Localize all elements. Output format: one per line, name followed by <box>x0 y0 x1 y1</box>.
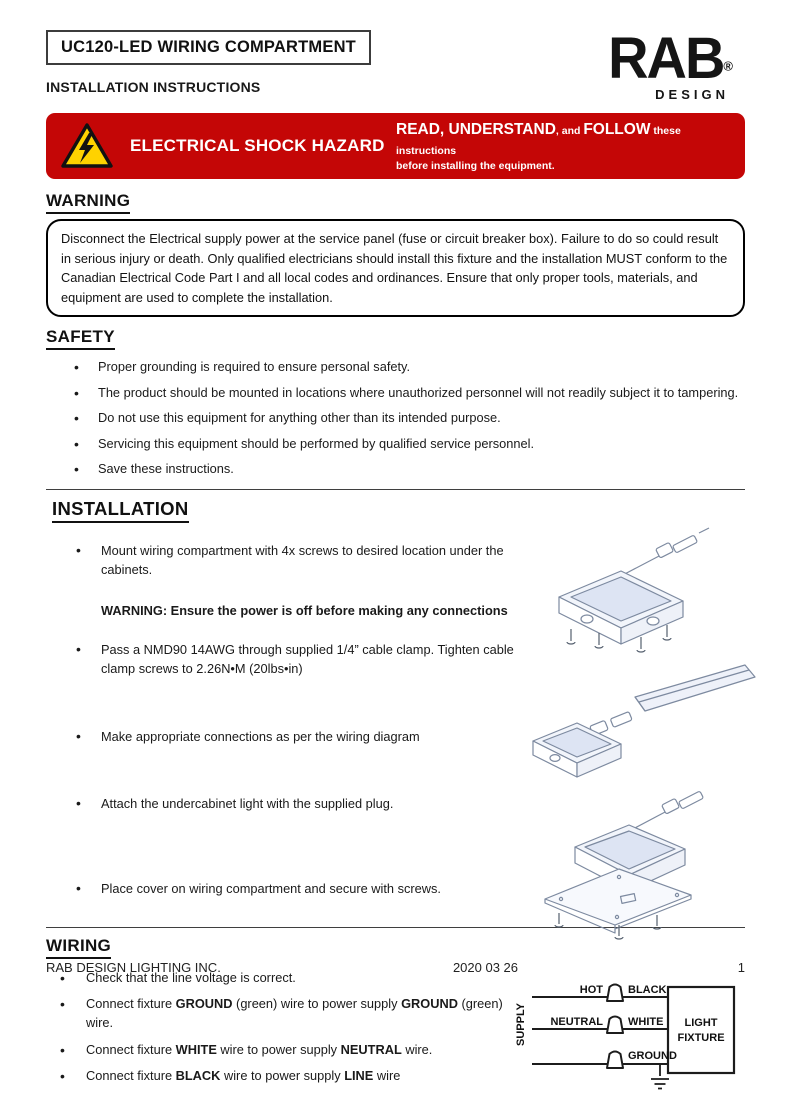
ground-label: GROUND <box>628 1049 677 1062</box>
white-label: WHITE <box>628 1015 664 1028</box>
safety-heading: SAFETY <box>46 327 115 350</box>
diagram-place-cover <box>515 787 763 939</box>
list-item: • Pass a NMD90 14AWG through supplied 1/4” cable clamp. Tighten cable clamp screws to 2.26N•M (20lbs•in) <box>46 640 524 678</box>
safety-list <box>46 358 745 479</box>
wiring-list <box>46 969 510 1086</box>
list-item: • Connect fixture WHITE wire to power supply NEUTRAL wire. <box>46 1041 510 1060</box>
list-item: • Check that the line voltage is correct. <box>46 969 510 988</box>
list-item: • Attach the undercabinet light with the supplied plug. <box>46 794 524 813</box>
list-item: • The product should be mounted in locations where unauthorized personnel will not readily subject it to tampering. <box>46 384 745 403</box>
product-title: UC120-LED WIRING COMPARTMENT <box>61 38 356 56</box>
installation-steps <box>46 525 524 898</box>
doc-subtitle: INSTALLATION INSTRUCTIONS <box>46 79 261 95</box>
diagram-mount-compartment <box>515 525 763 653</box>
footer-date: 2020 03 26 <box>452 960 519 975</box>
installation-body <box>46 525 745 917</box>
list-item: • Save these instructions. <box>46 460 745 479</box>
fixture-label-2: FIXTURE <box>677 1031 725 1044</box>
wire-nut-icons <box>607 984 623 1068</box>
black-label: BLACK <box>628 983 667 996</box>
wiring-heading: WIRING <box>46 936 111 959</box>
rab-design-logo <box>608 24 733 102</box>
hazard-instructions: these instructions <box>396 125 681 157</box>
list-item: • Connect fixture BLACK wire to power supply LINE wire <box>46 1067 510 1086</box>
installation-section <box>46 498 745 917</box>
header-left <box>46 30 371 95</box>
hot-label: HOT <box>579 983 603 996</box>
hazard-line1 <box>396 120 731 159</box>
product-title-box <box>46 30 371 65</box>
list-item: • Make appropriate connections as per the wiring diagram <box>46 727 524 746</box>
diagram-attach-light <box>515 655 763 785</box>
installation-heading: INSTALLATION <box>52 498 189 523</box>
wiring-body <box>46 961 745 1102</box>
page-footer <box>46 960 745 975</box>
hazard-banner <box>46 113 745 179</box>
hazard-read-understand: READ, UNDERSTAND <box>396 121 556 138</box>
list-item: • Proper grounding is required to ensure personal safety. <box>46 358 745 377</box>
registered-mark-icon: ® <box>723 58 733 74</box>
logo-text: RAB <box>608 24 724 91</box>
installation-diagrams <box>515 525 763 939</box>
wiring-diagram-wrap <box>510 961 745 1102</box>
list-item: • Connect fixture GROUND (green) wire to power supply GROUND (green) wire. <box>46 995 510 1032</box>
high-voltage-warning-icon <box>60 122 114 170</box>
list-item: • Servicing this equipment should be performed by qualified service personnel. <box>46 435 745 454</box>
list-item: • Place cover on wiring compartment and secure with screws. <box>46 879 524 898</box>
footer-page-number: 1 <box>737 960 745 975</box>
safety-section <box>46 327 745 479</box>
wiring-steps <box>46 961 510 1102</box>
warning-section <box>46 191 745 317</box>
hazard-line2: before installing the equipment. <box>396 159 555 172</box>
supply-label: SUPPLY <box>515 1002 527 1046</box>
hazard-follow: FOLLOW <box>583 121 651 138</box>
logo-subtext: DESIGN <box>655 87 729 102</box>
header <box>46 24 745 102</box>
hazard-left <box>60 122 390 170</box>
wiring-diagram <box>510 967 745 1097</box>
section-divider <box>46 489 745 490</box>
warning-box: Disconnect the Electrical supply power at the service panel (fuse or circuit breaker box). Failure to do so could result in serious injury or death. Only qualified electricians should install this fixture and the installation MUST conform to the Canadian Electrical Code Part I and all local codes and ordinances. Ensure that only proper tools, materials, and equipment are used to complete the installation. <box>46 219 745 317</box>
list-item: • Mount wiring compartment with 4x screws to desired location under the cabinets. <box>46 541 524 579</box>
list-item: • Do not use this equipment for anything other than its intended purpose. <box>46 409 745 428</box>
hazard-message <box>390 120 731 172</box>
installation-warning-note: WARNING: Ensure the power is off before making any connections <box>101 603 508 619</box>
hazard-title: ELECTRICAL SHOCK HAZARD <box>130 136 385 156</box>
neutral-label: NEUTRAL <box>550 1015 603 1028</box>
hazard-and: , and <box>555 125 584 137</box>
fixture-label-1: LIGHT <box>684 1016 718 1029</box>
footer-company: RAB DESIGN LIGHTING INC. <box>46 960 221 975</box>
warning-heading: WARNING <box>46 191 130 214</box>
